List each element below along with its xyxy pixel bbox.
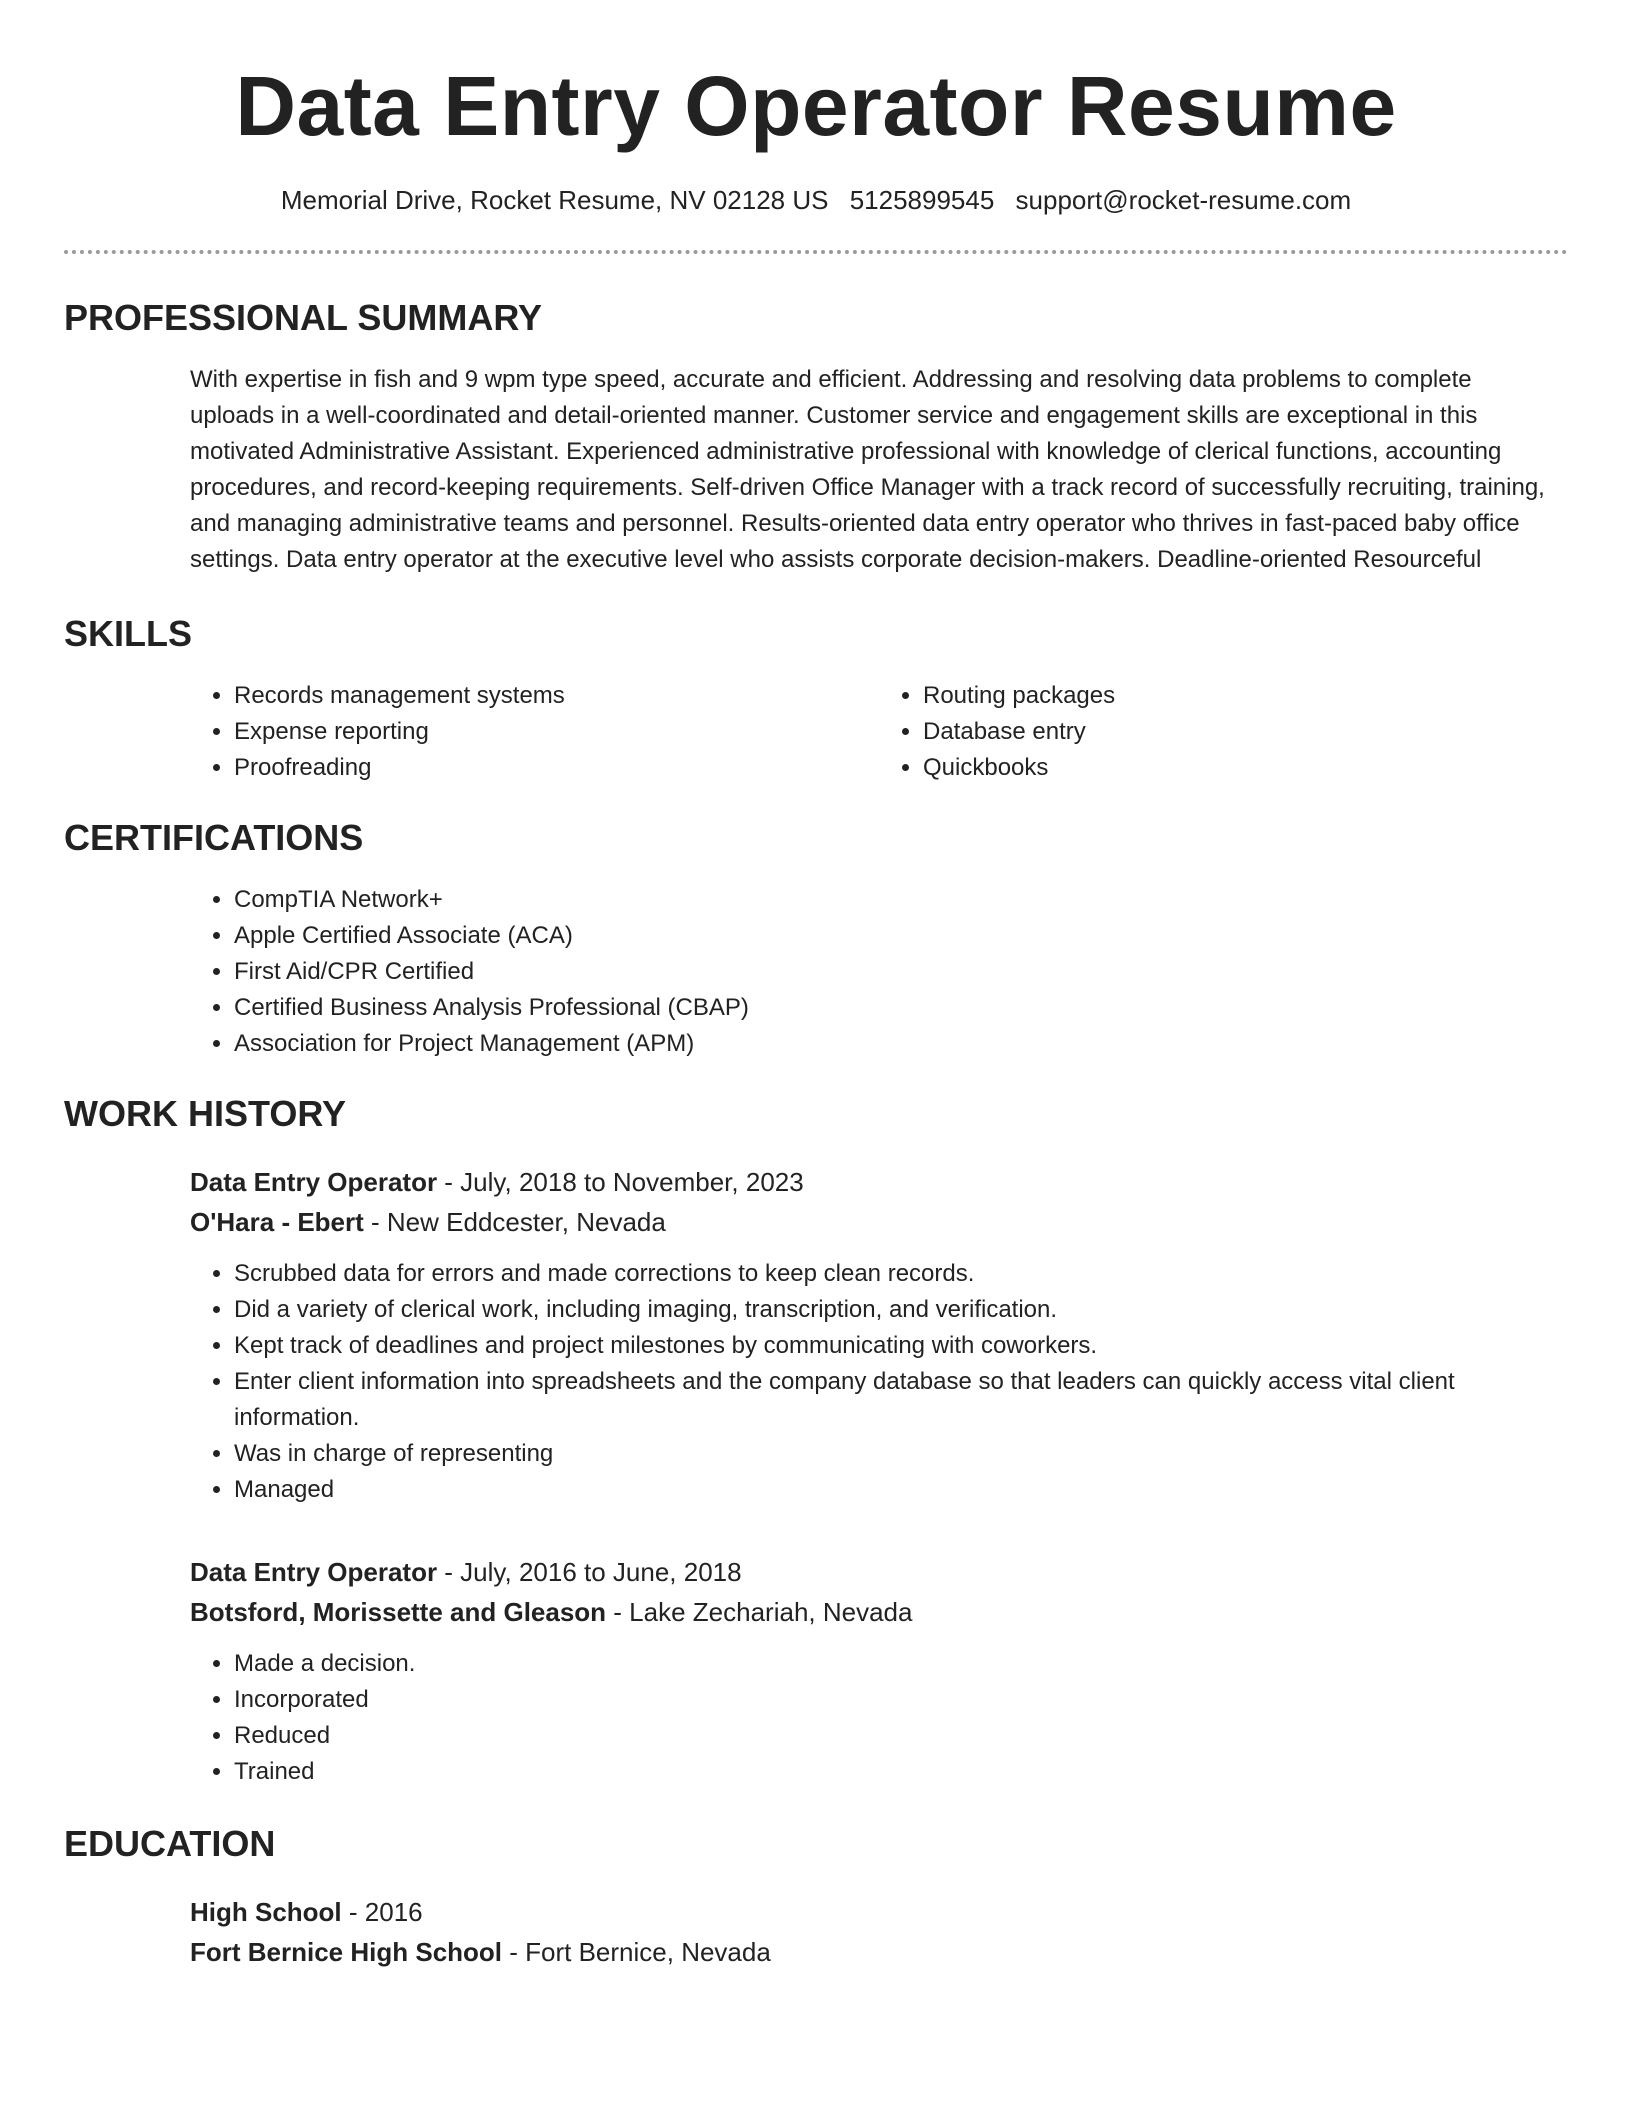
contact-info xyxy=(64,184,1568,216)
job-bullet: • Was in charge of representing xyxy=(234,1436,1568,1472)
job-bullet: • Enter client information into spreadsheets and the company database so that leaders can quickly access vital client information. xyxy=(234,1364,1568,1436)
skills-heading: SKILLS xyxy=(64,613,193,654)
skill-item: • Expense reporting xyxy=(234,714,879,750)
job-dates: - July, 2016 to June, 2018 xyxy=(437,1557,742,1587)
skill-item: • Quickbooks xyxy=(923,750,1568,786)
job-entry xyxy=(190,1162,1568,1508)
skill-item: • Database entry xyxy=(923,714,1568,750)
resume-title: Data Entry Operator Resume xyxy=(235,59,1397,153)
work-history-body xyxy=(64,1162,1568,1790)
education-section xyxy=(64,1822,1568,1972)
education-school-line xyxy=(190,1932,1568,1972)
summary-text: With expertise in fish and 9 wpm type speed, accurate and efficient. Addressing and resolving data problems to complete uploads in a well-coordinated and detail-oriented manner. Customer service and engagement skills are exceptional in this motivated Administrative Assistant. Experienced administrative professional with knowledge of clerical functions, accounting procedures, and record-keeping requirements. Self-driven Office Manager with a track record of successfully recruiting, training, and managing administrative teams and personnel. Results-oriented data entry operator who thrives in fast-paced baby office settings. Data entry operator at the executive level who assists corporate decision-makers. Deadline-oriented Resourceful xyxy=(190,366,1545,573)
education-location: - Fort Bernice, Nevada xyxy=(502,1937,771,1967)
job-dates: - July, 2018 to November, 2023 xyxy=(437,1167,804,1197)
job-bullet: • Made a decision. xyxy=(234,1646,1568,1682)
certification-item: • CompTIA Network+ xyxy=(234,882,1568,918)
education-body xyxy=(64,1892,1568,1972)
job-bullet: • Did a variety of clerical work, including imaging, transcription, and verification. xyxy=(234,1292,1568,1328)
certification-item: • First Aid/CPR Certified xyxy=(234,954,1568,990)
education-degree: High School xyxy=(190,1897,342,1927)
job-bullets xyxy=(190,1646,1568,1790)
certification-item: • Certified Business Analysis Professional (CBAP) xyxy=(234,990,1568,1026)
job-title: Data Entry Operator xyxy=(190,1557,438,1587)
job-title: Data Entry Operator xyxy=(190,1167,438,1197)
education-degree-line xyxy=(190,1892,1568,1932)
skills-list-left xyxy=(190,678,879,786)
skill-item: • Routing packages xyxy=(923,678,1568,714)
job-bullets xyxy=(190,1256,1568,1508)
job-bullet: • Incorporated xyxy=(234,1682,1568,1718)
job-bullet: • Kept track of deadlines and project milestones by communicating with coworkers. xyxy=(234,1328,1568,1364)
work-history-section xyxy=(64,1092,1568,1790)
job-company: Botsford, Morissette and Gleason xyxy=(190,1597,607,1627)
resume-header xyxy=(64,0,1568,254)
job-bullet: • Managed xyxy=(234,1472,1568,1508)
education-heading: EDUCATION xyxy=(64,1823,276,1864)
job-entry xyxy=(190,1552,1568,1790)
job-company-line xyxy=(190,1202,1568,1242)
work-history-heading: WORK HISTORY xyxy=(64,1093,347,1134)
contact-address: Memorial Drive, Rocket Resume, NV 02128 US xyxy=(280,185,829,215)
skills-section xyxy=(64,612,1568,786)
certifications-heading: CERTIFICATIONS xyxy=(64,817,364,858)
summary-section xyxy=(64,296,1568,578)
header-divider xyxy=(64,250,1568,254)
job-bullet: • Scrubbed data for errors and made corrections to keep clean records. xyxy=(234,1256,1568,1292)
job-title-line xyxy=(190,1552,1568,1592)
job-bullet: • Reduced xyxy=(234,1718,1568,1754)
skill-item: • Records management systems xyxy=(234,678,879,714)
skills-body xyxy=(64,678,1568,786)
education-school: Fort Bernice High School xyxy=(190,1937,503,1967)
skills-list-right xyxy=(879,678,1568,786)
job-bullet: • Trained xyxy=(234,1754,1568,1790)
skill-item: • Proofreading xyxy=(234,750,879,786)
job-title-line xyxy=(190,1162,1568,1202)
job-company: O'Hara - Ebert xyxy=(190,1207,364,1237)
job-location: - Lake Zechariah, Nevada xyxy=(606,1597,913,1627)
job-company-line xyxy=(190,1592,1568,1632)
education-year: - 2016 xyxy=(341,1897,423,1927)
certifications-section xyxy=(64,816,1568,1062)
certifications-body xyxy=(64,882,1568,1062)
certification-item: • Association for Project Management (APM) xyxy=(234,1026,1568,1062)
certification-item: • Apple Certified Associate (ACA) xyxy=(234,918,1568,954)
contact-phone: 5125899545 xyxy=(849,185,995,215)
summary-heading: PROFESSIONAL SUMMARY xyxy=(64,297,543,338)
skills-columns xyxy=(190,678,1568,786)
job-location: - New Eddcester, Nevada xyxy=(363,1207,666,1237)
certifications-list xyxy=(190,882,1568,1062)
contact-email: support@rocket-resume.com xyxy=(1015,185,1352,215)
